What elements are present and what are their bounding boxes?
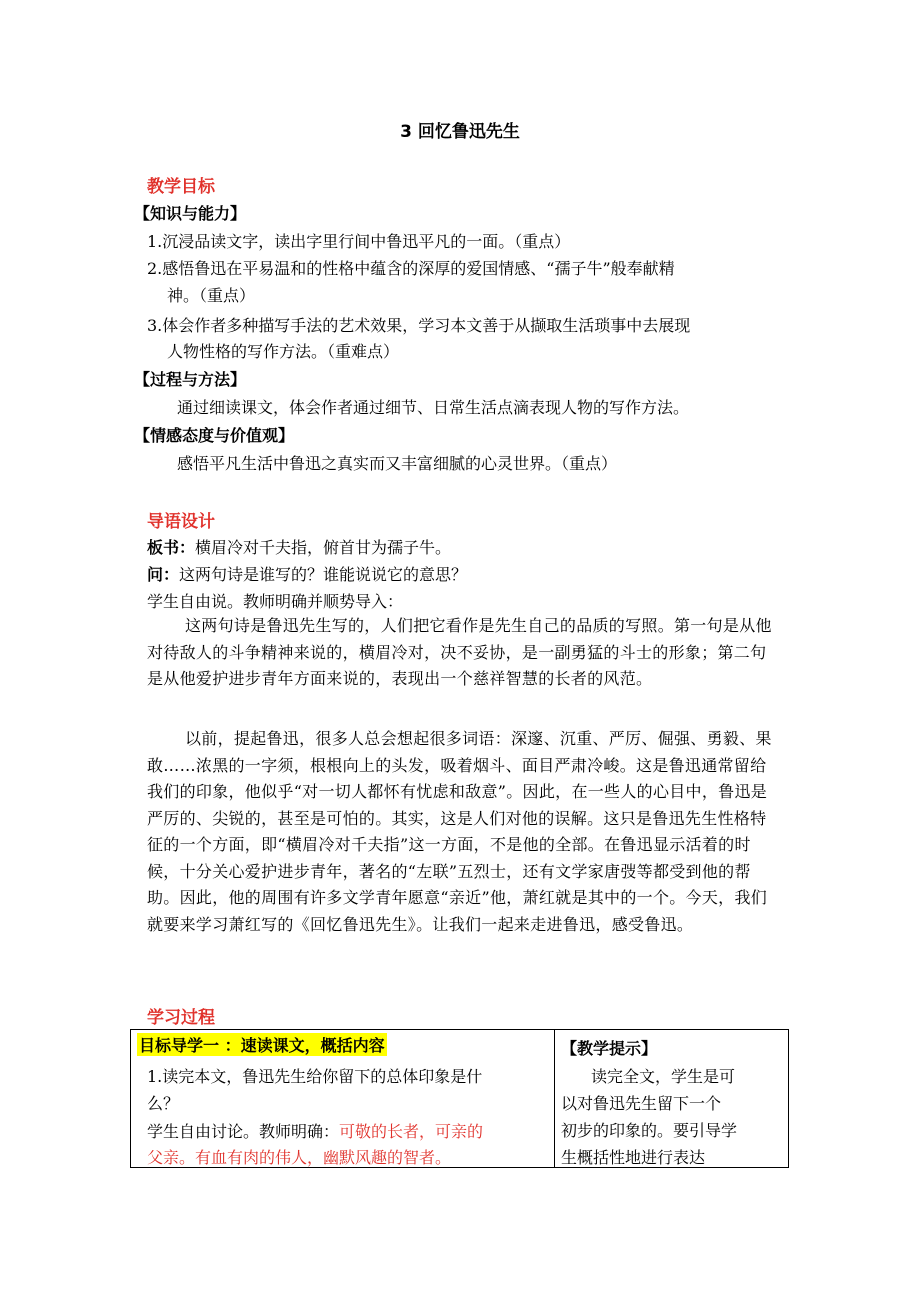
- process-method-text: 通过细读课文，体会作者通过细节、日常生活点滴表现人物的写作方法。: [177, 398, 690, 417]
- tip-line: 读完全文，学生是可: [591, 1067, 736, 1086]
- knowledge-item: 神。（重点）: [167, 286, 256, 305]
- process-method-heading: 【过程与方法】: [134, 370, 247, 389]
- emotion-heading: 【情感态度与价值观】: [134, 426, 295, 445]
- student-line: 学生自由说。教师明确并顺势导入：: [147, 592, 404, 611]
- intro-paragraph-2: 以前，提起鲁迅，很多人总会想起很多词语：深邃、沉重、严厉、倔强、勇毅、果敢……浓黑的一字须，根根向上的头发，吸着烟斗、面目严肃冷峻。这是鲁迅通常留给我们的印象，他似乎“对一切人都怀有忧虑和敌意”。因此，在一些人的心目中，鲁迅是严厉的、尖锐的，甚至是可怕的。其实，这是人们对他的误解。这只是鲁迅先生性格特征的一个方面，即“横眉冷对千夫指”这一方面，不是他的全部。在鲁迅显示活着的时候，十分关心爱护进步青年，著名的“左联”五烈士，还有文学家唐弢等都受到他的帮助。因此，他的周围有许多文学青年愿意“亲近”他，萧红就是其中的一个。今天，我们就要来学习萧红写的《回忆鲁迅先生》。让我们一起来走进鲁迅，感受鲁迅。: [147, 729, 772, 934]
- emotion-text: 感悟平凡生活中鲁迅之真实而又丰富细腻的心灵世界。（重点）: [177, 454, 618, 473]
- lesson-title: 3 回忆鲁迅先生: [400, 122, 520, 142]
- answer-line-1: [147, 1119, 483, 1142]
- question-1-line-2: 么？: [147, 1094, 180, 1113]
- objectives-heading: 教学目标: [147, 177, 215, 197]
- knowledge-item: 人物性格的写作方法。（重难点）: [167, 342, 400, 361]
- question-label: 问：: [147, 565, 180, 584]
- tip-heading: 【教学提示】: [561, 1039, 658, 1058]
- question-text: 这两句诗是谁写的？谁能说说它的意思？: [179, 565, 468, 584]
- knowledge-item: 1.沉浸品读文字，读出字里行间中鲁迅平凡的一面。（重点）: [147, 232, 571, 251]
- knowledge-heading: 【知识与能力】: [134, 204, 247, 223]
- board-label: 板书：: [147, 538, 196, 557]
- answer-prefix: 学生自由讨论。教师明确：: [147, 1122, 340, 1141]
- question-line: [147, 562, 467, 585]
- intro-heading: 导语设计: [147, 512, 215, 532]
- knowledge-item: 2.感悟鲁迅在平易温和的性格中蕴含的深厚的爱国情感、“孺子牛”般奉献精: [147, 259, 675, 278]
- table-divider: [554, 1030, 555, 1167]
- answer-red-2: 父亲。有血有肉的伟人，幽默风趣的智者。: [147, 1148, 452, 1167]
- tip-line: 初步的印象的。要引导学: [561, 1121, 738, 1140]
- process-table: [130, 1029, 789, 1168]
- table-left-cell: [137, 1030, 547, 1167]
- tip-line: 生概括性地进行表达: [561, 1148, 706, 1167]
- board-text: 横眉冷对千夫指，俯首甘为孺子牛。: [195, 538, 452, 557]
- tip-line: 以对鲁迅先生留下一个: [561, 1094, 722, 1113]
- process-heading: 学习过程: [147, 1008, 215, 1028]
- answer-red-1: 可敬的长者，可亲的: [339, 1122, 484, 1141]
- intro-paragraph-1: 这两句诗是鲁迅先生写的，人们把它看作是先生自己的品质的写照。第一句是从他对待敌人的斗争精神来说的，横眉冷对，决不妥协，是一副勇猛的斗士的形象；第二句是从他爱护进步青年方面来说的，表现出一个慈祥智慧的长者的风范。: [147, 616, 772, 688]
- board-line: [147, 535, 451, 558]
- knowledge-item: 3.体会作者多种描写手法的艺术效果，学习本文善于从撷取生活琐事中去展现: [147, 316, 691, 335]
- question-1-line-1: 1.读完本文，鲁迅先生给你留下的总体印象是什: [147, 1067, 483, 1086]
- goal-heading: 目标导学一 ：速读课文，概括内容: [137, 1033, 387, 1056]
